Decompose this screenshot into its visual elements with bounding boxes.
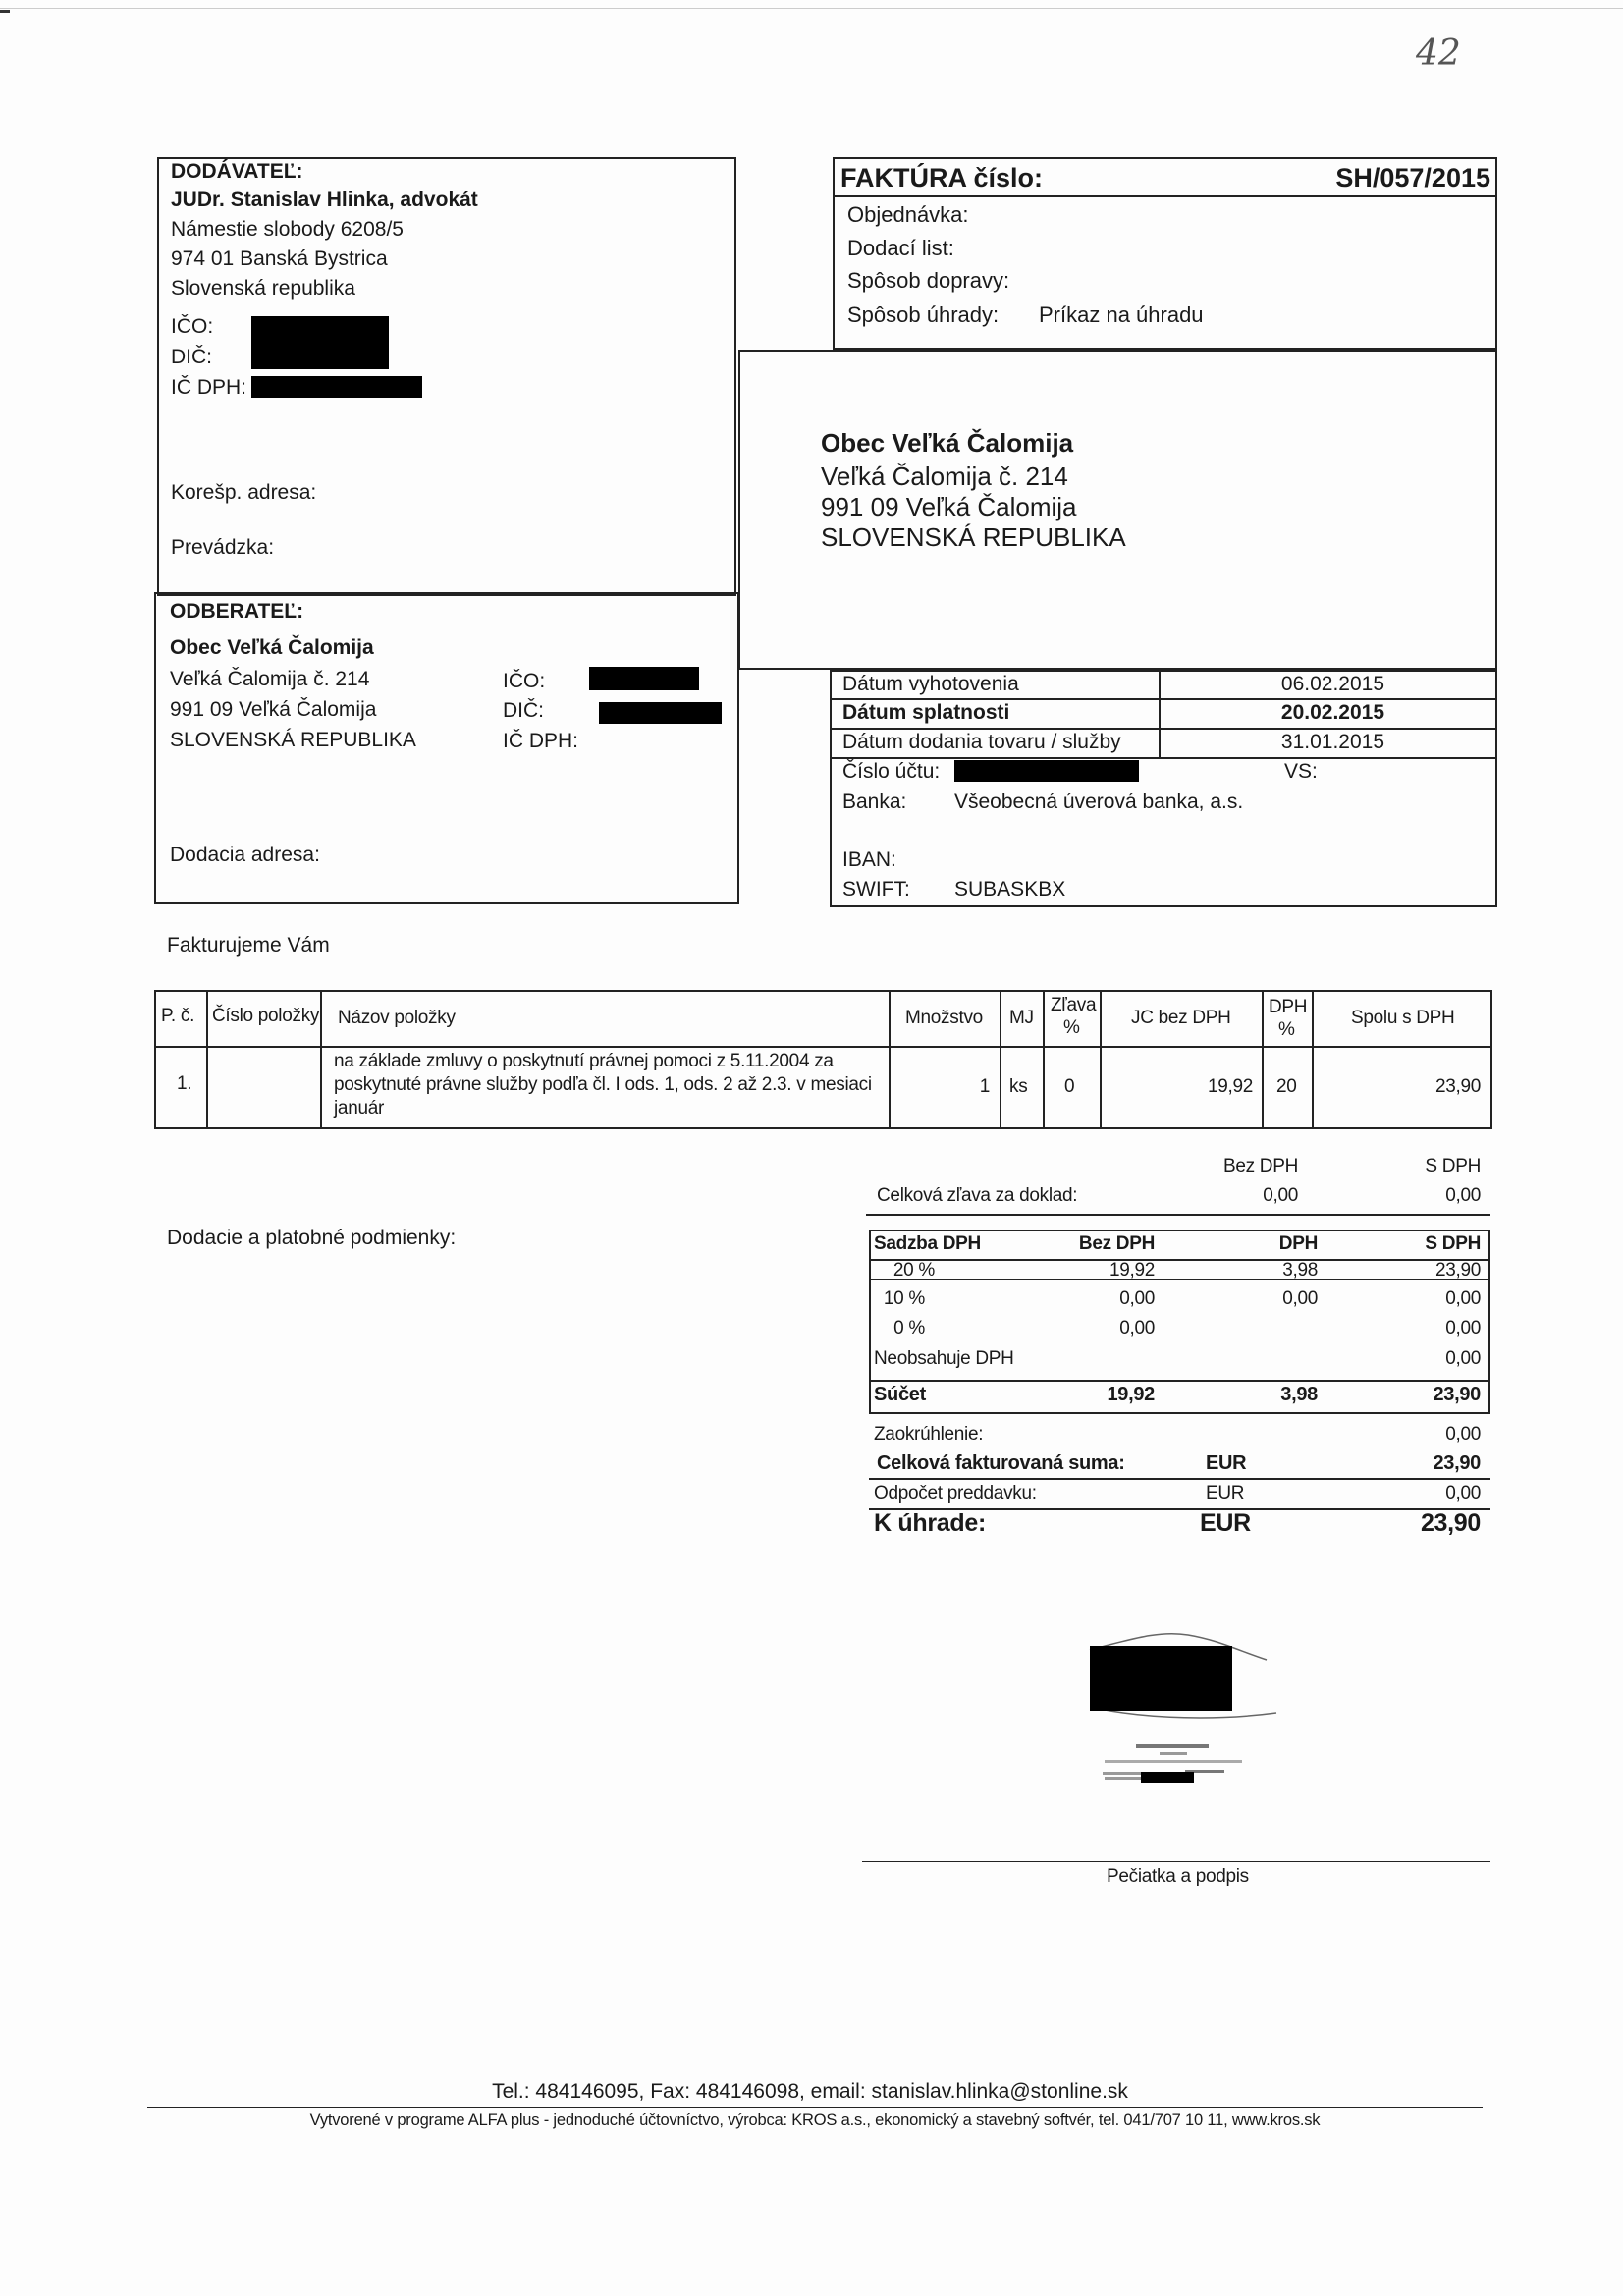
vat-row-s: 0,00 [1445,1288,1481,1309]
header-cislo: Číslo položky [212,1006,320,1026]
splatnosti-value: 20.02.2015 [1280,701,1384,724]
customer-icdph-label: IČ DPH: [503,730,579,752]
header-dph-2: % [1278,1019,1295,1040]
footer-software: Vytvorené v programe ALFA plus - jednoduché účtovníctvo, výrobca: KROS a.s., ekonomický a stavebný softvér, tel. 041/707 10 11, www.kros.sk [309,2111,1321,2129]
redacted-account-number [954,760,1139,782]
swift-label: SWIFT: [842,878,910,901]
customer-delivery-label: Dodacia adresa: [170,844,320,866]
vat-sum-bez: 19,92 [1107,1384,1155,1405]
swift-value: SUBASKBX [954,878,1066,901]
vat-row-s: 0,00 [1445,1318,1481,1339]
vat-row-sadzba: 10 % [883,1288,925,1309]
supplier-koresp-label: Korešp. adresa: [171,481,317,504]
vat-header-dph: DPH [1278,1233,1318,1254]
vat-row-sadzba: 0 % [893,1318,925,1339]
row-jc: 19,92 [1207,1076,1253,1097]
terms-label: Dodacie a platobné podmienky: [167,1227,457,1249]
vat-sum-rule [869,1380,1490,1382]
vat-row-dph: 0,00 [1282,1288,1318,1309]
items-col-1 [206,990,208,1129]
header-spolu: Spolu s DPH [1351,1008,1455,1028]
customer-country: SLOVENSKÁ REPUBLIKA [170,729,416,751]
vat-header-s: S DPH [1425,1233,1481,1254]
vat-row-s: 23,90 [1434,1260,1481,1281]
celkova-label: Celková fakturovaná suma: [877,1452,1125,1474]
row-spolu: 23,90 [1434,1076,1481,1097]
discount-label: Celková zľava za doklad: [877,1185,1078,1206]
supplier-street: Námestie slobody 6208/5 [171,218,404,241]
dodania-label: Dátum dodania tovaru / služby [842,731,1121,753]
row-nazov-line-3: január [334,1098,385,1119]
row-nazov-line-2: poskytnuté právne služby podľa čl. I ods. 1, ods. 2 až 2.3. v mesiaci [334,1074,872,1095]
dodania-value: 31.01.2015 [1280,731,1384,753]
recipient-city: 991 09 Veľká Čalomija [821,492,1077,521]
redacted-customer-ico [589,667,699,690]
vat-row-dph: 3,98 [1282,1260,1318,1281]
invoice-number: SH/057/2015 [1335,163,1490,192]
vat-header-sadzba: Sadzba DPH [874,1233,981,1254]
supplier-ico-label: IČO: [171,315,214,338]
header-mnozstvo: Množstvo [905,1008,983,1028]
redacted-customer-dic [599,702,722,724]
banka-label: Banka: [842,791,907,813]
customer-ico-label: IČO: [503,670,546,692]
supplier-icdph-label: IČ DPH: [171,376,247,399]
footer-contact: Tel.: 484146095, Fax: 484146098, email: stanislav.hlinka@stonline.sk [492,2080,1128,2103]
customer-heading: ODBERATEĽ: [170,600,304,623]
odpocet-currency: EUR [1206,1483,1245,1503]
header-zlava-1: Zľava [1051,995,1097,1015]
sposob-uhrady-value: Príkaz na úhradu [1039,302,1204,327]
row-pc: 1. [177,1073,192,1094]
banka-value: Všeobecná úverová banka, a.s. [954,791,1244,813]
supplier-dic-label: DIČ: [171,346,212,368]
k-uhrade-label: K úhrade: [874,1509,986,1537]
invoice-title: FAKTÚRA číslo: [840,163,1044,192]
intro-text: Fakturujeme Vám [167,934,330,957]
items-header-rule [154,1046,1492,1048]
vat-sum-dph: 3,98 [1280,1384,1318,1405]
celkova-value: 23,90 [1433,1452,1481,1474]
iban-label: IBAN: [842,848,896,871]
items-col-5 [1043,990,1045,1129]
header-jc: JC bez DPH [1131,1008,1231,1028]
k-uhrade-currency: EUR [1200,1509,1251,1537]
items-col-2 [320,990,322,1129]
customer-city: 991 09 Veľká Čalomija [170,698,377,721]
discount-s-header: S DPH [1425,1156,1481,1176]
splatnosti-label: Dátum splatnosti [842,701,1010,724]
discount-bez-header: Bez DPH [1222,1156,1298,1176]
items-col-8 [1312,990,1314,1129]
objednavka-label: Objednávka: [847,202,969,227]
supplier-country: Slovenská republika [171,277,355,300]
customer-dic-label: DIČ: [503,699,544,722]
items-col-7 [1262,990,1264,1129]
vat-sum-s: 23,90 [1433,1384,1481,1405]
recipient-street: Veľká Čalomija č. 214 [821,462,1068,491]
odpocet-value: 0,00 [1445,1483,1481,1503]
vat-row-s: 0,00 [1445,1348,1481,1369]
recipient-country: SLOVENSKÁ REPUBLIKA [821,522,1126,552]
header-nazov: Názov položky [338,1008,456,1028]
header-dph-1: DPH [1269,997,1308,1017]
vat-row-sadzba: Neobsahuje DPH [874,1348,1014,1369]
vyhotovenia-label: Dátum vyhotovenia [842,673,1019,695]
row-nazov-line-1: na základe zmluvy o poskytnutí právnej pomoci z 5.11.2004 za [334,1051,834,1071]
header-pc: P. č. [161,1006,195,1026]
row-mnozstvo: 1 [979,1076,990,1097]
discount-s-value: 0,00 [1445,1185,1481,1206]
vat-row-bez: 19,92 [1109,1260,1155,1281]
supplier-name: JUDr. Stanislav Hlinka, advokát [171,189,478,211]
handwritten-page-mark: 42 [1416,33,1461,74]
signature-label: Pečiatka a podpis [1107,1866,1249,1886]
footer-rule [147,2107,1483,2108]
vat-row-20-rule [869,1279,1490,1280]
vs-label: VS: [1284,760,1318,783]
header-mj: MJ [1009,1008,1034,1028]
k-uhrade-value: 23,90 [1420,1509,1481,1537]
vat-row-bez: 0,00 [1119,1318,1155,1339]
items-col-3 [889,990,891,1129]
header-zlava-2: % [1063,1017,1080,1038]
supplier-prevadzka-label: Prevádzka: [171,536,275,559]
customer-name: Obec Veľká Čalomija [170,636,374,659]
celkova-currency: EUR [1206,1452,1247,1474]
zaokruhlenie-label: Zaokrúhlenie: [874,1424,984,1445]
discount-bez-value: 0,00 [1263,1185,1298,1206]
row-mj: ks [1009,1076,1028,1097]
items-col-6 [1100,990,1102,1129]
signature-rule [862,1861,1490,1862]
row-dph: 20 [1276,1076,1297,1097]
vat-sum-label: Súčet [874,1384,926,1405]
vat-row-bez: 0,00 [1119,1288,1155,1309]
redacted-supplier-ico-dic [251,316,389,369]
ucet-label: Číslo účtu: [842,760,941,783]
redacted-stamp-icdph [1141,1772,1194,1783]
dates-divider [1159,670,1161,758]
vat-row-sadzba: 20 % [893,1260,935,1281]
customer-street: Veľká Čalomija č. 214 [170,668,370,690]
zaokruhlenie-value: 0,00 [1445,1424,1481,1445]
discount-rule [866,1214,1490,1216]
scan-top-edge [0,8,1623,9]
invoice-title-rule [833,195,1497,197]
items-col-4 [1000,990,1001,1129]
vat-header-bez: Bez DPH [1078,1233,1155,1254]
redacted-signature [1090,1646,1232,1711]
odpocet-label: Odpočet preddavku: [874,1483,1037,1503]
row-zlava: 0 [1064,1076,1075,1097]
supplier-heading: DODÁVATEĽ: [171,160,303,183]
scan-edge-mark [0,10,10,13]
celkova-rule [869,1478,1490,1480]
dodaci-list-label: Dodací list: [847,236,954,260]
vyhotovenia-value: 06.02.2015 [1280,673,1384,695]
sposob-uhrady-label: Spôsob úhrady: [847,302,1000,327]
supplier-city: 974 01 Banská Bystrica [171,247,388,270]
redacted-supplier-icdph [251,376,422,398]
recipient-name: Obec Veľká Čalomija [821,428,1074,458]
sposob-dopravy-label: Spôsob dopravy: [847,268,1010,293]
